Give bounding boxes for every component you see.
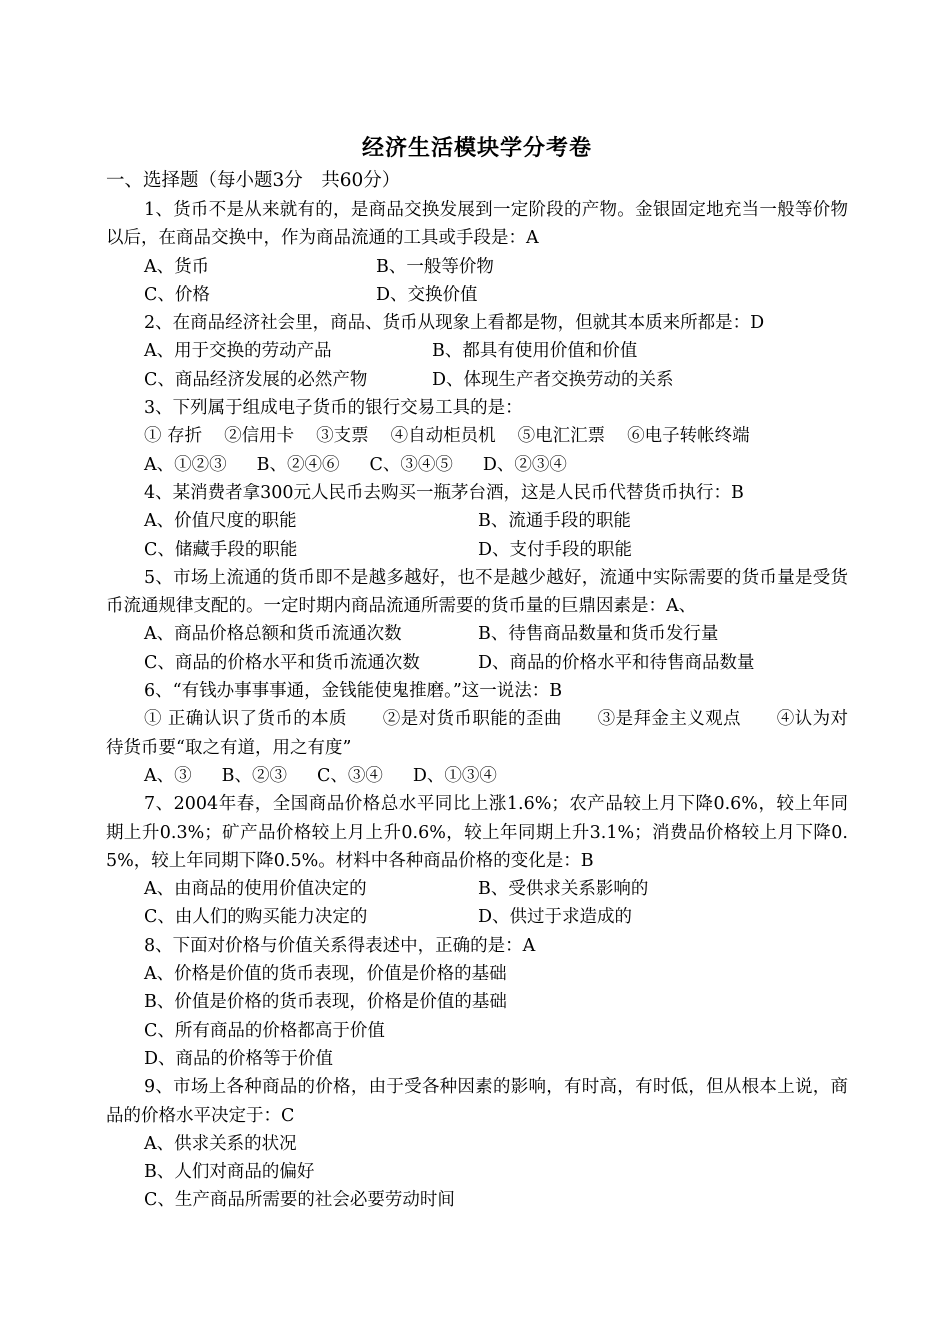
option: A、③ (144, 765, 192, 786)
option: A、货币 (144, 256, 210, 277)
option: B、待售商品数量和货币发行量 (478, 624, 719, 645)
option: D、商品的价格水平和待售商品数量 (478, 652, 755, 673)
option: C、储藏手段的职能 (144, 539, 298, 560)
option: B、②④⑥ (256, 454, 340, 475)
item: ③支票 (316, 426, 369, 447)
option: A、由商品的使用价值决定的 (144, 879, 367, 900)
option: D、支付手段的职能 (478, 539, 633, 560)
option: A、价格是价值的货币表现，价值是价格的基础 (144, 964, 507, 985)
option: C、价格 (144, 284, 210, 305)
option: B、受供求关系影响的 (478, 879, 649, 900)
option: B、都具有使用价值和价值 (432, 341, 638, 362)
question-3-stem: 3、下列属于组成电子货币的银行交易工具的是： (144, 398, 523, 419)
question-6-options (106, 762, 848, 790)
question-7-stem: 7、2004年春，全国商品价格总水平同比上涨1.6%；农产品较上月下降0.6%，较上年同期上升0.3%；矿产品价格较上月上升0.6%，较上年同期上升3.1%；消费品价格较上月下降0.5%，较上年同期下降0.5%。材料中各种商品价格的变化是：B (106, 794, 848, 871)
exam-page (106, 128, 848, 1215)
question-1-options-row-2 (106, 281, 848, 309)
option: B、价值是价格的货币表现，价格是价值的基础 (144, 992, 507, 1013)
item: ②信用卡 (224, 426, 295, 447)
question-3-items (106, 422, 848, 450)
exam-title: 经济生活模块学分考卷 (361, 135, 592, 161)
question-8-stem: 8、下面对价格与价值关系得表述中，正确的是：A (144, 935, 536, 956)
question-4-options-row-1 (106, 507, 848, 535)
option: A、价值尺度的职能 (144, 511, 297, 532)
question-4-options-row-2 (106, 536, 848, 564)
option: A、用于交换的劳动产品 (144, 341, 332, 362)
option: A、供求关系的状况 (144, 1133, 297, 1154)
option: A、①②③ (144, 454, 227, 475)
option: B、流通手段的职能 (478, 511, 631, 532)
item: ⑥电子转帐终端 (627, 426, 750, 447)
item: ④自动柜员机 (390, 426, 496, 447)
question-2-stem: 2、在商品经济社会里，商品、货币从现象上看都是物，但就其本质来所都是：D (144, 313, 765, 334)
option: D、供过于求造成的 (478, 907, 633, 928)
option: B、人们对商品的偏好 (144, 1162, 315, 1183)
option: C、商品的价格水平和货币流通次数 (144, 652, 420, 673)
question-7-options-row-1 (106, 875, 848, 903)
question-1-options-row-1 (106, 253, 848, 281)
option: D、②③④ (482, 454, 567, 475)
question-5-options-row-1 (106, 620, 848, 648)
option: B、②③ (221, 765, 288, 786)
option: B、一般等价物 (376, 256, 494, 277)
question-6-stem: 6、“有钱办事事事通，金钱能使鬼推磨。”这一说法：B (144, 681, 563, 702)
option: C、由人们的购买能力决定的 (144, 907, 368, 928)
option: C、生产商品所需要的社会必要劳动时间 (144, 1190, 455, 1211)
question-2-options-row-1 (106, 337, 848, 365)
question-5-stem: 5、市场上流通的货币即不是越多越好，也不是越少越好，流通中实际需要的货币量是受货币流通规律支配的。一定时期内商品流通所需要的货币量的巨鼎因素是：A、 (106, 567, 848, 617)
question-5-options-row-2 (106, 649, 848, 677)
question-7-options-row-2 (106, 903, 848, 931)
item: ① 存折 (144, 426, 203, 447)
option: C、商品经济发展的必然产物 (144, 369, 368, 390)
option: C、所有商品的价格都高于价值 (144, 1020, 385, 1041)
option: A、商品价格总额和货币流通次数 (144, 624, 402, 645)
question-2-options-row-2 (106, 366, 848, 394)
question-9-stem: 9、市场上各种商品的价格，由于受各种因素的影响，有时高，有时低，但从根本上说，商品的价格水平决定于：C (106, 1077, 848, 1126)
question-1-stem: 1、货币不是从来就有的，是商品交换发展到一定阶段的产物。金银固定地充当一般等价物以后，在商品交换中，作为商品流通的工具或手段是：A (106, 200, 848, 249)
question-6-items: ① 正确认识了货币的本质 ②是对货币职能的歪曲 ③是拜金主义观点 ④认为对待货币要“取之有道，用之有度” (106, 709, 848, 758)
item: ⑤电汇汇票 (517, 426, 606, 447)
option: D、①③④ (412, 765, 497, 786)
question-4-stem: 4、某消费者拿300元人民币去购买一瓶茅台酒，这是人民币代替货币执行：B (144, 482, 744, 503)
question-3-options (106, 451, 848, 479)
option: C、③④ (317, 765, 383, 786)
option: D、交换价值 (376, 284, 478, 305)
section-heading: 一、选择题（每小题3分 共60分） (106, 170, 401, 191)
option: D、体现生产者交换劳动的关系 (432, 369, 674, 390)
option: D、商品的价格等于价值 (144, 1048, 334, 1069)
option: C、③④⑤ (369, 454, 453, 475)
